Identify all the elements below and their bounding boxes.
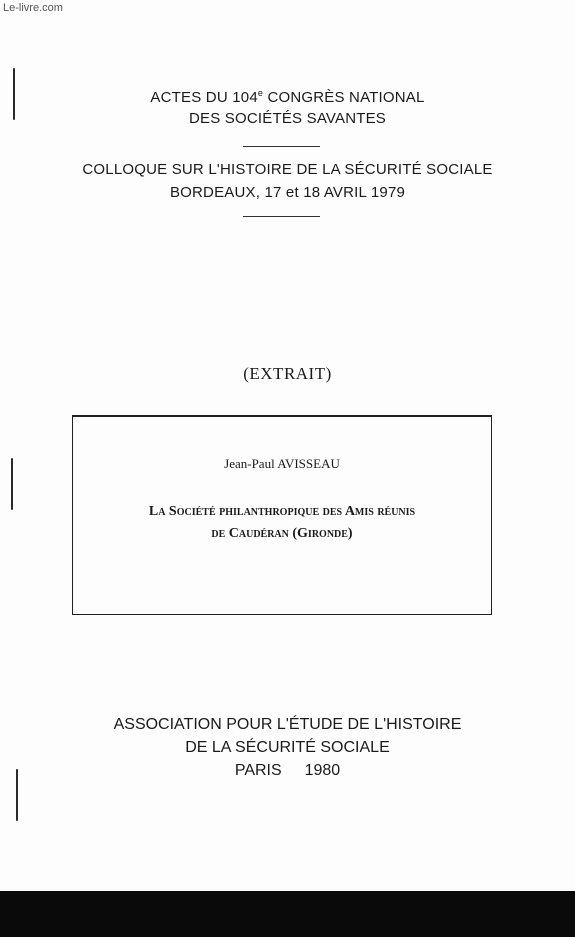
publisher-line-3 <box>0 762 575 780</box>
header-line-1-sup: e <box>257 88 264 98</box>
watermark: Le-livre.com <box>3 2 63 14</box>
publisher-line-1: ASSOCIATION POUR L'ÉTUDE DE L'HISTOIRE <box>113 716 462 733</box>
header-line-4: BORDEAUX, 17 et 18 AVRIL 1979 <box>169 184 406 201</box>
author-last: AVISSEAU <box>277 456 340 471</box>
header-line-3: COLLOQUE SUR L'HISTOIRE DE LA SÉCURITÉ SOCIALE <box>82 161 493 178</box>
bottom-dark-band <box>0 891 575 937</box>
header-line-1-post: CONGRÈS NATIONAL <box>263 89 425 106</box>
article-title-line-1: La Société philanthropique des Amis réunis <box>148 504 416 519</box>
separator-2 <box>243 216 320 217</box>
separator-1 <box>243 146 320 147</box>
binding-mark-middle <box>11 458 13 510</box>
header-line-2: DES SOCIÉTÉS SAVANTES <box>188 110 387 127</box>
header-line-1-pre: ACTES DU 104 <box>150 89 258 106</box>
article-title-line-2: de Caudéran (Gironde) <box>211 526 353 541</box>
header-line-1 <box>0 88 575 106</box>
publisher-city: PARIS <box>234 762 282 779</box>
publisher-line-2: DE LA SÉCURITÉ SOCIALE <box>185 739 390 756</box>
extract-label: (EXTRAIT) <box>243 364 332 383</box>
author <box>72 456 492 472</box>
author-first: Jean-Paul <box>224 456 275 471</box>
publisher-year: 1980 <box>304 762 341 779</box>
